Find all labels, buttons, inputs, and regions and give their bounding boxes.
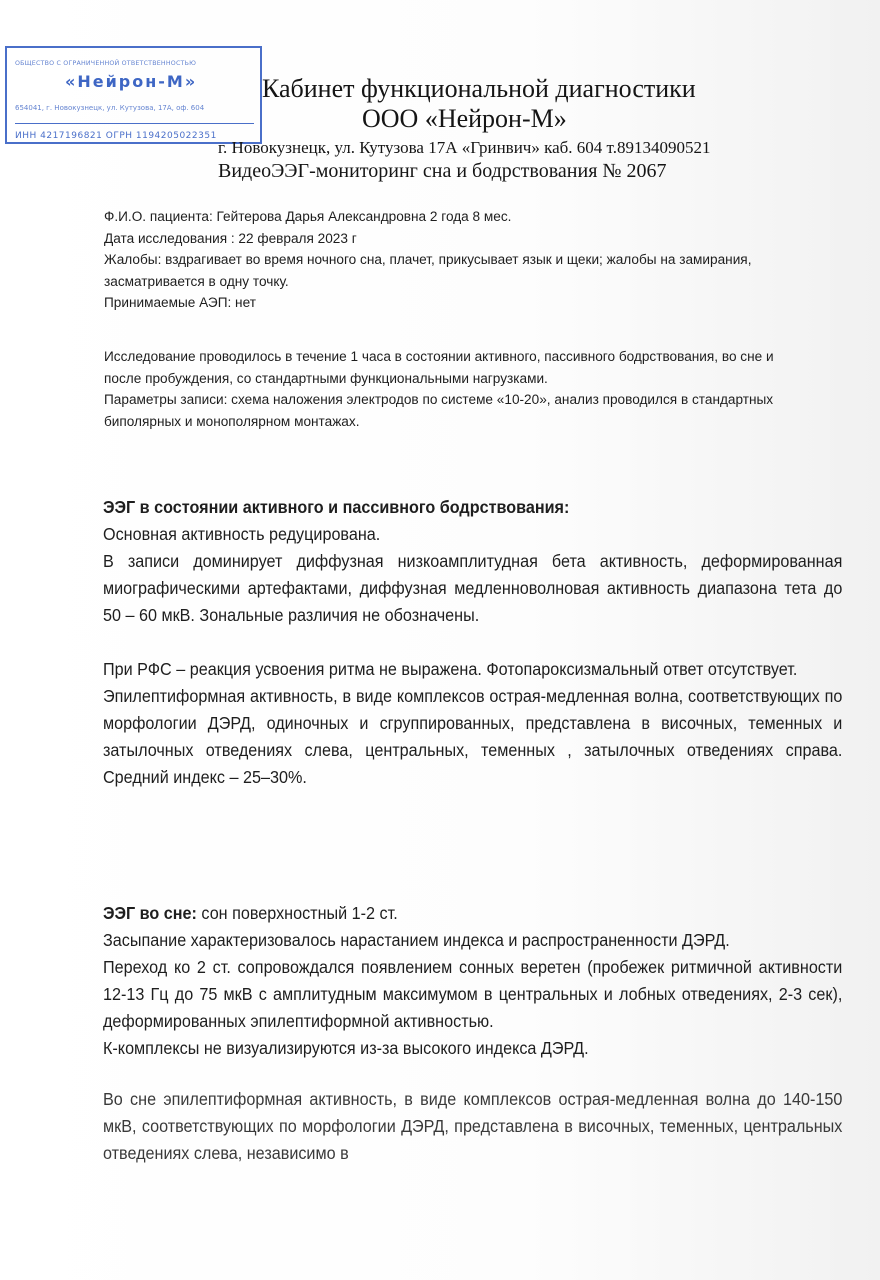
exam-date-line: Дата исследования : 22 февраля 2023 г	[104, 230, 357, 247]
wake-paragraph-2: В записи доминирует диффузная низкоамплитудная бета активность, деформированная миографическими артефактами, диффузная медленноволновая активность диапазона тета до 50 – 60 мкВ. Зональные различия не обозначены.	[103, 551, 843, 625]
exam-title: ВидеоЭЭГ-мониторинг сна и бодрствования № 2067	[218, 160, 667, 182]
aed-line: Принимаемые АЭП: нет	[104, 295, 256, 311]
patient-info	[104, 207, 814, 315]
sleep-heading: ЭЭГ во сне:	[103, 903, 197, 923]
stamp-divider	[15, 123, 254, 124]
complaints-line: Жалобы: вздрагивает во время ночного сна, плачет, прикусывает язык и щеки; жалобы на замирания, засматривается в одну точку.	[104, 252, 752, 290]
sleep-paragraph-1: Засыпание характеризовалось нарастанием индекса и распространенности ДЭРД.	[103, 930, 730, 950]
sleep-paragraph-2: Переход ко 2 ст. сопровождался появлением сонных веретен (пробежек ритмичной активности 12-13 Гц до 75 мкВ с амплитудным максимумом в центральных и лобных отведениях, 2-3 сек), деформированных эпилептиформной активностью.	[103, 957, 843, 1031]
method-params: Параметры записи: схема наложения электродов по системе «10-20», анализ проводился в стандартных биполярных и монополярном монтажах.	[104, 392, 774, 430]
wake-section	[103, 494, 842, 791]
method-block	[104, 347, 795, 433]
sleep-heading-line	[103, 900, 842, 927]
stamp-org-type: ОБЩЕСТВО С ОГРАНИЧЕННОЙ ОТВЕТСТВЕННОСТЬЮ	[15, 60, 197, 67]
stamp-address: 654041, г. Новокузнецк, ул. Кутузова, 17А, оф. 604	[15, 104, 205, 112]
sleep-heading-rest: сон поверхностный 1-2 ст.	[196, 903, 398, 923]
stamp-org-name: «Нейрон-М»	[65, 72, 198, 91]
patient-name-line: Ф.И.О. пациента: Гейтерова Дарья Александровна 2 года 8 мес.	[104, 209, 512, 225]
spacer	[103, 1062, 842, 1086]
document-title: Кабинет функциональной диагностики	[262, 74, 696, 103]
wake-paragraph-1: Основная активность редуцирована.	[103, 524, 381, 544]
organization-name: ООО «Нейрон-М»	[362, 104, 567, 133]
sleep-paragraph-4: Во сне эпилептиформная активность, в виде комплексов острая-медленная волна до 140-150 мкВ, соответствующих по морфологии ДЭРД, представлена в височных, теменных, центральных отведениях слева, независимо в	[103, 1089, 843, 1163]
spacer	[103, 629, 842, 656]
stamp-ids: ИНН 4217196821 ОГРН 1194205022351	[15, 131, 217, 141]
wake-heading: ЭЭГ в состоянии активного и пассивного бодрствования:	[103, 497, 570, 517]
sleep-paragraph-3: К-комплексы не визуализируются из-за высокого индекса ДЭРД.	[103, 1038, 589, 1058]
wake-paragraph-4: Эпилептиформная активность, в виде комплексов острая-медленная волна, соответствующих по морфологии ДЭРД, одиночных и сгруппированных, представлена в височных, теменных и затылочных отведениях слева, центральных, теменных , затылочных отведениях справа. Средний индекс – 25–30%.	[103, 686, 843, 787]
sleep-section	[103, 900, 842, 1167]
wake-paragraph-3: При РФС – реакция усвоения ритма не выражена. Фотопароксизмальный ответ отсутствует.	[103, 659, 798, 679]
organization-stamp	[5, 46, 262, 144]
method-duration: Исследование проводилось в течение 1 часа в состоянии активного, пассивного бодрствования, во сне и после пробуждения, со стандартными функциональными нагрузками.	[104, 349, 774, 387]
organization-address: г. Новокузнецк, ул. Кутузова 17А «Гринвич» каб. 604 т.89134090521	[218, 138, 711, 157]
